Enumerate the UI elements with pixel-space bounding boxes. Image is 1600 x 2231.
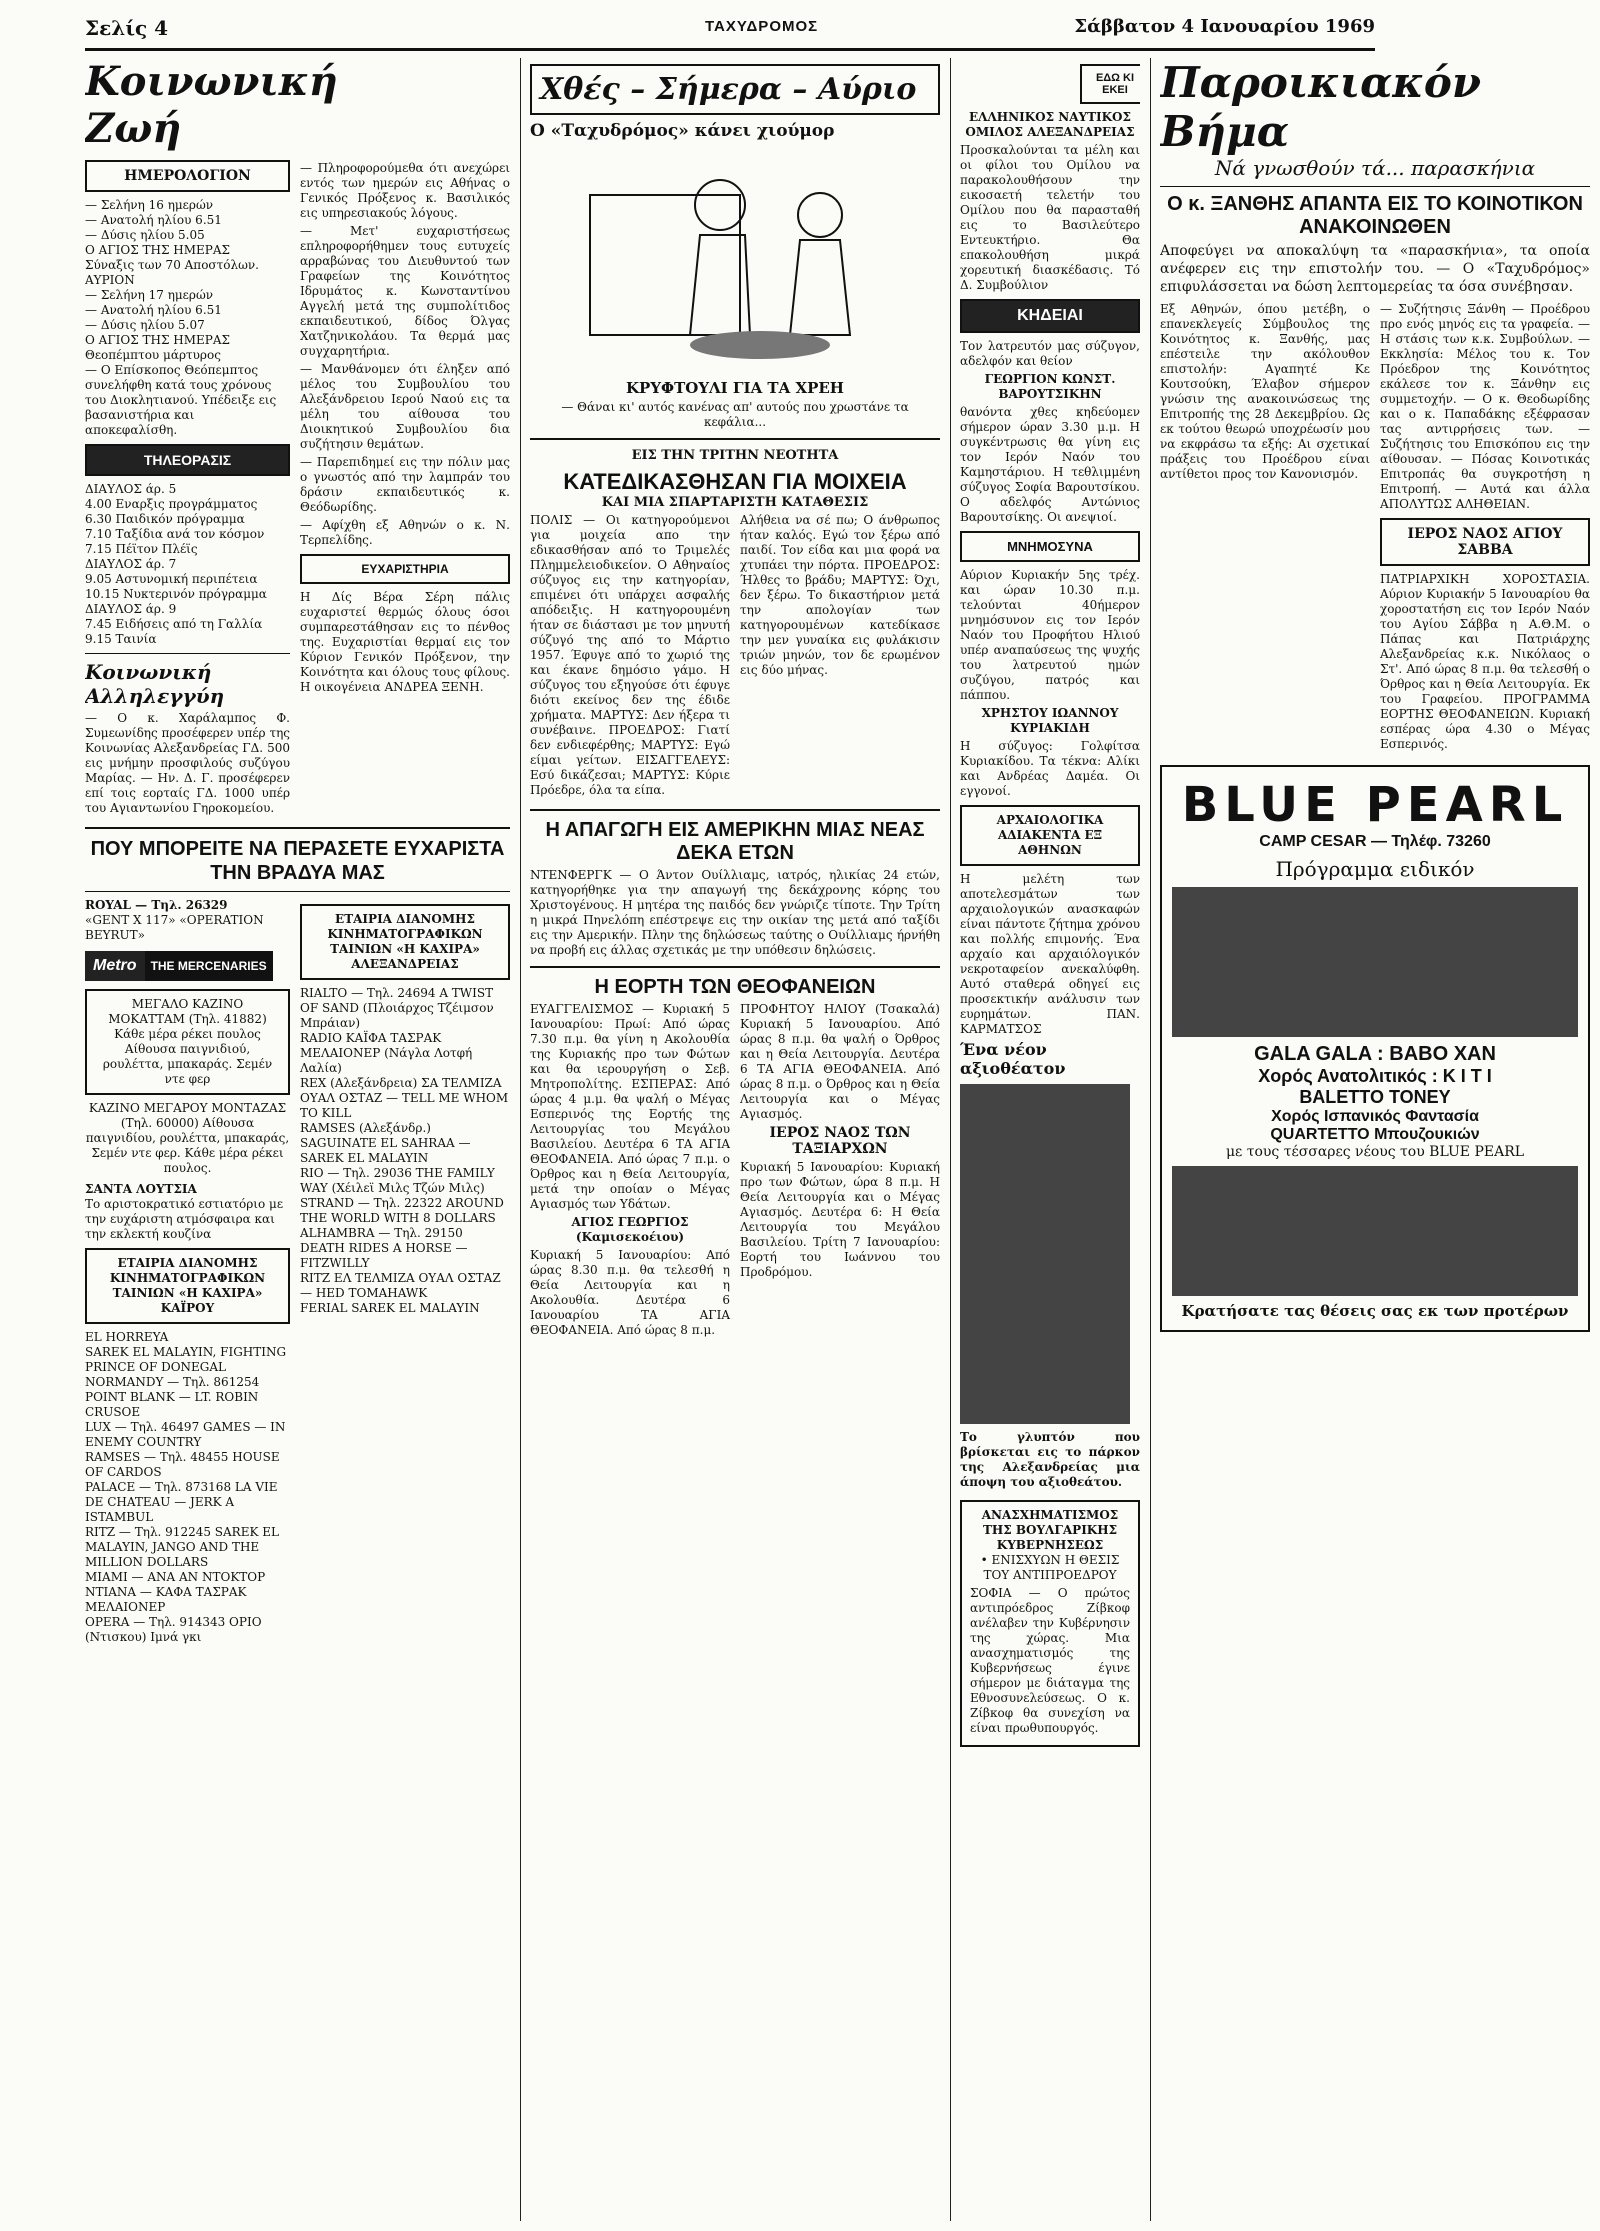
subhead-1: ΚΑΙ ΜΙΑ ΣΠΑΡΤΑΡΙΣΤΗ ΚΑΤΑΘΕΣΙΣ	[601, 495, 869, 510]
calendar-line: Σύναξις των 70 Αποστόλων.	[85, 258, 259, 272]
cinema-heading: ΠΟΥ ΜΠΟΡΕΙΤΕ ΝΑ ΠΕΡΑΣΕΤΕ ΕΥΧΑΡΙΣΤΑ ΤΗΝ ΒΡΑΔΥΑ ΜΑΣ	[90, 838, 505, 884]
cinema-listing: LUX — Τηλ. 46497 GAMES — IN ENEMY COUNTRY	[85, 1420, 286, 1449]
article-body: ΠΡΟΦΗΤΟΥ ΗΛΙΟΥ (Τσακαλά) Κυριακή 5 Ιανουαρίου. Από ώρας 8 π.μ. θα ψαλή ο Όρθρος και η Θεία Λειτουργία. Δευτέρα 6 ΤΑ ΑΓΙΑ ΘΕΟΦΑΝΕΙΑ. Από ώρας 8 π.μ. ο Όρθρος και η Θεία Λειτουργία και ο Μέγας Αγιασμός.	[740, 1002, 940, 1121]
calendar-line: Ο ΑΓΙΟΣ ΤΗΣ ΗΜΕΡΑΣ	[85, 333, 231, 347]
cartoon-illustration	[530, 145, 940, 375]
ad-logo: BLUE PEARL	[1181, 777, 1569, 833]
naval-text: Προσκαλούνται τα μέλη και οι φίλοι του Ομίλου να παρακολουθήσουν την εικοσαετή τελετήν του Ομίλου που θα παρασταθή εις το Βασιλεύτερο Εντευκτήριο. Θα επακολουθήση μικρά χορευτική διασκέδασις. Τό Δ. Συμβούλιον	[960, 143, 1140, 292]
cinema-listing: REX (Αλεξάνδρεια) ΣΑ ΤΕΛΜΙΖΑ ΟΥΑΛ ΟΣΤΑΖ — TELL ME WHOM TO KILL	[300, 1076, 509, 1120]
ad-line: QUARTETTO Μπουζουκιών	[1270, 1126, 1480, 1143]
new-sight-title: Ένα νέον αξιοθέατον	[960, 1040, 1066, 1078]
subhead-taxiarch: ΙΕΡΟΣ ΝΑΟΣ ΤΩΝ ΤΑΞΙΑΡΧΩΝ	[769, 1125, 911, 1157]
metro-logo: Metro	[85, 951, 145, 981]
section-title: Κοινωνική Ζωή	[85, 58, 338, 152]
cinema-listing: NORMANDY — Τηλ. 861254 POINT BLANK — LT. ROBIN CRUSOE	[85, 1375, 260, 1419]
royal-films: «GENT X 117» «OPERATION BEYRUT»	[85, 913, 264, 942]
blue-pearl-ad	[1160, 765, 1590, 1332]
ad-sub: CAMP CESAR — Τηλέφ. 73260	[1259, 833, 1491, 850]
ad-line: Χορός Ανατολιτικός : Κ Ι Τ Ι	[1258, 1066, 1492, 1086]
alex-list	[300, 986, 510, 1316]
social-note: — Πληροφορούμεθα ότι ανεχώρει εντός των ημερών εις Αθήνας ο Γενικός Πρόξενος κ. Βασιλικός εις υπηρεσιακούς λόγους.	[300, 161, 510, 220]
thanks-title: ΕΥΧΑΡΙΣΤΗΡΙΑ	[300, 554, 510, 584]
social-note: — Αφίχθη εξ Αθηνών ο κ. Ν. Τερπελίδης.	[300, 518, 510, 547]
cairo-list	[85, 1330, 290, 1645]
cinema-listing: SAREK EL MALAYIN, FIGHTING PRINCE OF DONEGAL	[85, 1345, 287, 1374]
headline-1: ΚΑΤΕΔΙΚΑΣΘΗΣΑΝ ΓΙΑ ΜΟΙΧΕΙΑ	[563, 469, 907, 494]
cinema-listing: FERIAL SAREK EL MALAYIN	[300, 1301, 480, 1315]
article-body: Κυριακή 5 Ιανουαρίου: Από ώρας 8.30 π.μ. θα τελεσθή η Θεία Λειτουργία και η Ακολουθία. Δευτέρα 6 Ιανουαρίου ΤΑ ΑΓΙΑ ΘΕΟΦΑΝΕΙΑ. Από ώρας 8 π.μ.	[530, 1248, 730, 1337]
cinema-listing: STRAND — Τηλ. 22322 AROUND THE WORLD WITH 8 DOLLARS	[300, 1196, 504, 1225]
subhead-georgios: ΑΓΙΟΣ ΓΕΩΡΓΙΟΣ (Καμισεκοέιου)	[571, 1215, 689, 1244]
naval-title: ΕΛΛΗΝΙΚΟΣ ΝΑΥΤΙΚΟΣ ΟΜΙΛΟΣ ΑΛΕΞΑΝΔΡΕΙΑΣ	[965, 110, 1135, 139]
tv-line: ΔΙΑΥΛΟΣ άρ. 7	[85, 557, 177, 571]
casino2-ad: ΚΑΖΙΝΟ ΜΕΓΑΡΟΥ ΜΟΝΤΑΖΑΣ (Τηλ. 60000) Αίθουσα παιγνιδίου, ρουλέττα, μπακαράς, Σεμέν ντε φερ. Κάθε μέρα ρέκει πουλος.	[85, 1101, 290, 1175]
article-body: ΕΥΑΓΓΕΛΙΣΜΟΣ — Κυριακή 5 Ιανουαρίου: Πρωί: Από ώρας 7.30 π.μ. θα γίνη η Ακολουθία της Κυριακής προ των Φώτων και θα ιερουργήση ο Σεβ. Μητροπολίτης. ΕΣΠΕΡΑΣ: Από ώρας 4 μ.μ. θα ψαλή ο Μέγας Εσπερινός της Εορτής της Λειτουργίας του Μεγάλου Βασιλείου. Δευτέρα 6 ΤΑ ΑΓΙΑ ΘΕΟΦΑΝΕΙΑ. Από ώρας 7 π.μ. ο Όρθρος και η Θεία Λειτουργία, μετά την οποίαν ο Μέγας Αγιασμός των Υδάτων.	[530, 1002, 730, 1211]
statue-photo	[960, 1084, 1130, 1424]
article-body: Αλήθεια να σέ πω; Ο άνθρωπος ήταν καλός. Εγώ τον ξέρω από παιδί. Τον είδα και μια φορά να χτυπάει την πόρτα. ΠΡΟΕΔΡΟΣ: Ήλθες το βράδυ; ΜΑΡΤΥΣ: Όχι, δεν ξέρω. Το δικαστήριον μετά την απολογίαν των κατηγορουμένων κατεδίκασε την μεν γυναίκα εις φυλάκισιν τριών μηνών, τον δε ερωμένον εις δύο μήνας.	[740, 513, 940, 677]
bulgaria-sub: • ΕΝΙΣΧΥΩΝ Η ΘΕΣΙΣ ΤΟΥ ΑΝΤΙΠΡΟΕΔΡΟΥ	[980, 1553, 1120, 1582]
cinema-listing: EL HORREYA	[85, 1330, 169, 1344]
death-intro: Τον λατρευτόν μας σύζυγον, αδελφόν και θείον	[960, 339, 1140, 368]
article-body: ΠΟΛΙΣ — Οι κατηγορούμενοι για μοιχεία απο την εδικασθήσαν από το Τριμελές Πλημμελειοδικείον. Ο Αθηναίος σύζυγος εις την κατηγορίαν, επιμένει ότι υπάρχει ασφαλής απόδειξις. Η κατηγορουμένη ήταν σε διάστασι με τον μηνυτή σύζυγό της από το Μάρτιο 1957. Έφυγε από το χωριό της και έκανε δημόσιο γάμο. Η σύζυγος του εξηγούσε ότι έφυγε διότι εκείνος δεν της έδιδε χρήματα. ΜΑΡΤΥΣ: Δεν ήξερα τι συνέβαινε. ΠΡΟΕΔΡΟΣ: Γιατί δεν ενδιεφέρθης; ΜΑΡΤΥΣ: Εγώ είμαι γείτων. ΕΙΣΑΓΓΕΛΕΥΣ: Εσύ δικάζεσαι; ΜΑΡΤΥΣ: Κύριε Πρόεδρε, όλα τα είπα.	[530, 513, 730, 797]
column-notices	[960, 58, 1140, 2221]
memorial-title: ΜΝΗΜΟΣΥΝΑ	[960, 531, 1140, 562]
cartoon-title: Ο «Ταχυδρόμος» κάνει χιούμορ	[530, 121, 835, 141]
community-body: — Συζήτησις Ξάνθη — Προέδρου προ ενός μηνός εις τα γραφεία. — Η στάσις των κ.κ. Συμβούλων. — Εκκλησία: Μέλος του κ. Τον Πρόεδρον της Κοινότητος εκάλεσε τον κ. Ξάνθην εις συμμετοχήν. — Ο κ. Θεοδωρίδης και ο κ. Παπαδάκης εξέφρασαν τας αντιρρήσεις των. — Συζήτησις του Επισκόπου εις την αίθουσαν. — Πόσας Κοινοτικάς Επιτροπάς θα συγκροτήση η Επιτροπή. — Αυτά και άλλα ΑΠΟΛΥΤΩΣ ΑΛΗΘΕΙΑΝ.	[1380, 302, 1590, 511]
memorial-tail: Η σύζυγος: Γολφίτσα Κυριακίδου. Τα τέκνα: Αλίκι και Ανδρέας Δαμέα. Οι εγγονοί.	[960, 739, 1140, 798]
thanks-text: Η Δίς Βέρα Σέρη πάλις ευχαριστεί θερμώς όλους όσοι συμπαρεστάθησαν εις το πένθος της. Ευχαριστίαι θερμαί εις τον Κύριον Γενικόν Πρόξενον, την Κοινότητα και όλους τους φίλους. Η οικογένεια ΑΝΔΡΕΑ ΞΕΝΗ.	[300, 590, 510, 694]
column-social	[85, 58, 510, 2221]
headline-community: Ο κ. ΞΑΝΘΗΣ ΑΠΑΝΤΑ ΕΙΣ ΤΟ ΚΟΙΝΟΤΙΚΟΝ ΑΝΑΚΟΙΝΩΘΕΝ	[1167, 193, 1583, 238]
tv-line: 7.45 Ειδήσεις από τη Γαλλία	[85, 617, 263, 631]
tv-line: 9.15 Ταινία	[85, 632, 157, 646]
cinema-listing: RAMSES (Αλεξάνδρ.) SAGUINATE EL SAHRAA — SAREK EL MALAYIN	[300, 1121, 471, 1165]
tv-line: 6.30 Παιδικόν πρόγραμμα	[85, 512, 245, 526]
calendar-line: — Σελήνη 17 ημερών	[85, 288, 214, 302]
memorial-name: ΧΡΗΣΤΟΥ ΙΩΑΝΝΟΥ ΚΥΡΙΑΚΙΔΗ	[981, 706, 1119, 735]
cinema-listing: OPERA — Τηλ. 914343 ΟΡΙΟ (Ντισκου) Ιμνά γκι	[85, 1615, 262, 1644]
calendar-line: — Σελήνη 16 ημερών	[85, 198, 214, 212]
tv-list	[85, 482, 290, 647]
tv-title: ΤΗΛΕΟΡΑΣΙΣ	[85, 444, 290, 476]
cartoon-caption: ΚΡΥΦΤΟΥΛΙ ΓΙΑ ΤΑ ΧΡΕΗ	[626, 379, 844, 397]
solidarity-title: Κοινωνική Αλληλεγγύη	[85, 660, 225, 708]
article-kicker: ΕΙΣ ΤΗΝ ΤΡΙΤΗΝ ΝΕΟΤΗΤΑ	[631, 448, 839, 463]
calendar-line: Θεοπέμπτου μάρτυρος	[85, 348, 221, 362]
cinema-listing: RITZ ΕΛ ΤΕΛΜΙΖΑ ΟΥΑΛ ΟΣΤΑΖ — HED TOMAHAWK	[300, 1271, 501, 1300]
community-body: Εξ Αθηνών, όπου μετέβη, ο επανεκλεγείς Σύμβουλος της Κοινότητος κ. Ξανθής, μας επέστειλε την ακόλουθον επιστολήν: Αγαπητέ Κε Κουτσούκη, Έλαβον σήμερον γνώσιν της ανακοινώσεως της Επιτροπής της 28 Δεκεμβρίου. Ως εκ τούτου θεωρώ υποχρέωσίν μου να εκφράσω τα εξής: Αι σχετικαί πράξεις του Προέδρου είναι αντίθετοι προς τον Κανονισμόν.	[1160, 302, 1370, 481]
page-number: Σελίς 4	[85, 16, 169, 40]
section-sub: Νά γνωσθούν τά... παρασκήνια	[1214, 156, 1536, 180]
stamp: ΕΔΩ ΚΙ ΕΚΕΙ	[1080, 64, 1140, 104]
ad-line: BALETTO TONEY	[1299, 1087, 1451, 1107]
tv-line: 10.15 Νυκτερινόν πρόγραμμα	[85, 587, 267, 601]
paper-name: ΤΑΧΥΔΡΟΜΟΣ	[705, 18, 819, 35]
column-header: Χθές – Σήμερα – Αύριο	[530, 64, 940, 115]
headline-3: Η ΕΟΡΤΗ ΤΩΝ ΘΕΟΦΑΝΕΙΩΝ	[594, 976, 876, 998]
calendar-line: — Ανατολή ηλίου 6.51	[85, 303, 222, 317]
tv-line: 4.00 Εναρξις προγράμματος	[85, 497, 258, 511]
headline-2: Η ΑΠΑΓΩΓΗ ΕΙΣ ΑΜΕΡΙΚΗΝ ΜΙΑΣ ΝΕΑΣ ΔΕΚΑ ΕΤΩΝ	[545, 819, 925, 864]
article-body: Κυριακή 5 Ιανουαρίου: Κυριακή προ των Φώτων, ώρα 8 π.μ. Η Θεία Λειτουργία και ο Μέγας Αγιασμός. Δευτέρα 6: Η Θεία Λειτουργία του Μεγάλου Βασιλείου. Τρίτη 7 Ιανουαρίου: Εορτή του Ιωάννου του Προδρόμου.	[740, 1160, 940, 1279]
issue-date: Σάββατον 4 Ιανουαρίου 1969	[1074, 16, 1375, 37]
death-name: ΓΕΩΡΓΙΟΝ ΚΩΝΣΤ. ΒΑΡΟΥΤΣΙΚΗΝ	[984, 372, 1116, 401]
arch-text: Η μελέτη των αποτελεσμάτων των αρχαιολογικών ανασκαφών είναι πάντοτε ζήτημα χρόνου και πολλής επιμονής. Ένα αρχαίο και αρχαιόλογικόν νεκροταφείον ανεκαλύφθη. Αυτό σταθερά οδηγεί εις προσεκτικήν ανάλυσιν των ευρημάτων. ΠΑΝ. ΚΑΡΜΑΤΣΟΣ	[960, 872, 1140, 1036]
social-note: — Παρεπιδημεί εις την πόλιν μας ο γνωστός από την λαμπράν του δράσιν εκπαιδευτικός κ. Θεόδωρίδης.	[300, 455, 510, 514]
bulgaria-kicker: ΑΝΑΣΧΗΜΑΤΙΣΜΟΣ ΤΗΣ ΒΟΥΛΓΑΡΙΚΗΣ ΚΥΒΕΡΝΗΣΕΩΣ	[981, 1508, 1119, 1552]
ad-photo-band	[1172, 1166, 1578, 1296]
ad-line: με τους τέσσαρες νέους του BLUE PEARL	[1225, 1144, 1525, 1160]
social-note: — Μετ' ευχαριστήσεως επληροφορήθημεν τους ευτυχείς αρραβώνας του Διευθυντού των Γραφείων της Κοινότητος Ιδρυμάτος κ. Κωνσταντίνου Αγγελή μετά της συμπολίτιδος εκπαιδευτικού, δίδος Όλγας Χατζηνικολάου. Τα θερμά μας συγχαρητήρια.	[300, 224, 510, 358]
memorial-text: Αύριον Κυριακήν 5ης τρέχ. και ώραν 10.30 π.μ. τελούνται 40ήμερον μνημόσυνον εις τον Ιερόν Ναόν του Προφήτου Ηλιού υπέρ αναπαύσεως της ψυχής του λατρευτού ημών συζύγου, πατρός και πάππου.	[960, 568, 1140, 702]
section-title: Παροικιακόν Βήμα	[1160, 58, 1482, 156]
cinema-listing: RIO — Τηλ. 29036 THE FAMILY WAY (Χέιλεϊ Μιλς Τζών Μιλς)	[300, 1166, 495, 1195]
calendar-line: — Δύσις ηλίου 5.05	[85, 228, 205, 242]
calendar-list	[85, 198, 290, 438]
ad-reserve: Κρατήσατε τας θέσεις σας εκ των προτέρων	[1181, 1302, 1569, 1320]
royal-cinema: ROYAL — Τηλ. 26329	[85, 898, 228, 912]
cinema-listing: RAMSES — Τηλ. 48455 HOUSE OF CARDOS	[85, 1450, 280, 1479]
ad-line: GALA GALA : BABO XAN	[1254, 1043, 1496, 1065]
tv-line: 9.05 Αστυνομική περιπέτεια	[85, 572, 258, 586]
cinema-listing: ALHAMBRA — Τηλ. 29150 DEATH RIDES A HORSE — FITZWILLY	[300, 1226, 468, 1270]
social-note: — Μανθάνομεν ότι έληξεν από μέλος του Συμβουλίου του Αλεξάνδρειου Ιερού Ναού εις τα μέλη του αίθουσα του Διοικητικού Συμβουλίου δια συζήτησιν θεμάτων.	[300, 362, 510, 451]
tv-line: ΔΙΑΥΛΟΣ άρ. 5	[85, 482, 177, 496]
column-rule	[520, 58, 521, 2221]
casino-ad: ΜΕΓΑΛΟ ΚΑΖΙΝΟ ΜΟΚΑΤΤΑΜ (Τηλ. 41882) Κάθε μέρα ρέκει πουλος Αίθουσα παιγνιδιού, ρουλέττα, μπακαράς. Σεμέν ντε φερ	[85, 989, 290, 1095]
bulgaria-text: ΣΟΦΙΑ — Ο πρώτος αντιπρόεδρος Ζίβκοφ ανέλαβεν την Κυβέρνησιν της χώρας. Μια ανασχηματισμός της Κυβερνήσεως έγινε σήμερον με διάταγμα της Εθνοσυνελεύσεως. Ο κ. Ζίβκοφ θα συνεχίση να είναι πρωθυπουργός.	[970, 1586, 1130, 1735]
calendar-title: ΗΜΕΡΟΛΟΓΙΟΝ	[85, 160, 290, 192]
masthead	[85, 10, 1375, 51]
santa-text: Το αριστοκρατικό εστιατόριο με την ευχάριστη ατμόσφαιρα και την εκλεκτή κουζίνα	[85, 1197, 284, 1241]
church-text: ΠΑΤΡΙΑΡΧΙΚΗ ΧΟΡΟΣΤΑΣΙΑ. Αύριον Κυριακήν 5 Ιανουαρίου θα χοροστατήση εις τον Ιερόν Ναόν του Αγίου Σάββα η Α.Θ.Μ. ο Πάπας και Πατριάρχης Αλεξανδρείας κ.κ. Νικόλαος ο Στ'. Από ώρας 8 π.μ. θα τελεσθή ο Όρθρος και η Θεία Λειτουργία. Εκ του Γραφείου. ΠΡΟΓΡΑΜΜΑ ΕΟΡΤΗΣ ΘΕΟΦΑΝΕΙΩΝ. Κυριακή εσπέρας ώρα 4.30 ο Μέγας Εσπερινός.	[1380, 572, 1590, 751]
calendar-line: — Ο Επίσκοπος Θεόπεμπτος συνελήφθη κατά τους χρόνους του Διοκλητιανού. Υπέδειξε εις βασανιστήρια και αποκεφαλίσθη.	[85, 363, 277, 437]
column-rule	[1150, 58, 1151, 2221]
deaths-title: ΚΗΔΕΙΑΙ	[960, 299, 1140, 333]
santa-lucia: ΣΑΝΤΑ ΛΟΥΤΣΙΑ	[85, 1182, 197, 1196]
dist-alex: ΕΤΑΙΡΙΑ ΔΙΑΝΟΜΗΣ ΚΙΝΗΜΑΤΟΓΡΑΦΙΚΩΝ ΤΑΙΝΙΩΝ «Η ΚΑΧΙΡΑ» ΑΛΕΞΑΝΔΡΕΙΑΣ	[300, 904, 510, 980]
column-community	[1160, 58, 1590, 2221]
calendar-line: — Ανατολή ηλίου 6.51	[85, 213, 222, 227]
cinema-listing: MIAMI — ΑΝΑ ΑΝ ΝΤΟΚΤΟΡ	[85, 1570, 266, 1584]
metro-film: THE MERCENARIES	[145, 951, 273, 981]
death-text: θανόντα χθες κηδεύομεν σήμερον ώραν 3.30 μ.μ. Η συγκέντρωσις θα γίνη εις τον Ιερόν Ναόν του Καμηστάριου. Η τεθλιμμένη σύζυγος Σοφία Βαρουτσίκου. Ο αδελφός Αντώνιος Βαρουτσίκης. Οι ανεψιοί.	[960, 405, 1140, 524]
tv-line: 7.15 Πέϊτον Πλέϊς	[85, 542, 198, 556]
article-body: ΝΤΕΝΦΕΡΓΚ — Ο Άντον Ουίλλιαμς, ιατρός, ηλικίας 24 ετών, κατηγορήθηκε για την απαγωγή της δεκάχρονης κόρης του Χριστογένους. Η μητέρα της παιδός δεν γνώριζε τίποτε. Την Τρίτη η μικρά Πηνελόπη επέστρεψε εις την οικίαν της μετά από ταξίδι εις την Αμερικήν. Πλην της δηλώσεως ταύτης ο Ουίλλιαμς ήρνήθη να προβή εις άλλας σχετικάς με την υπόθεσιν δηλώσεις.	[530, 868, 940, 957]
tv-line: ΔΙΑΥΛΟΣ άρ. 9	[85, 602, 177, 616]
ad-program: Πρόγραμμα ειδικόν	[1275, 857, 1475, 881]
photo-caption: Το γλυπτόν που βρίσκεται εις το πάρκον της Αλεξανδρείας μια άποψη του αξιοθεάτου.	[960, 1430, 1140, 1489]
tv-line: 7.10 Ταξίδια ανά τον κόσμον	[85, 527, 265, 541]
cinema-listing: PALACE — Τηλ. 873168 LA VIE DE CHATEAU — JERK A ISTAMBUL	[85, 1480, 278, 1524]
solidarity-text: — Ο κ. Χαράλαμπος Φ. Συμεωνίδης προσέφερεν υπέρ της Κοινωνίας Αλεξανδρείας ΓΔ. 500 εις μνήμην προσφιλούς συζύγου Μαρίας. — Ην. Δ. Γ. προσέφερεν επί τοις εορταίς ΓΔ. 1000 υπέρ του Αγιαντωνίου Γηροκομείου.	[85, 711, 290, 815]
ad-photo	[1172, 887, 1578, 1037]
column-rule	[950, 58, 951, 2221]
cartoon-sub: — Θάναι κι' αυτός κανένας απ' αυτούς που χρωστάνε τα κεφάλια...	[561, 400, 909, 429]
ad-line: Χορός Ισπανικός Φαντασία	[1271, 1108, 1479, 1125]
cinema-listing: RADIO ΚΑΪΦΑ ΤΑΣΡΑΚ ΜΕΛΑΙΟΝΕΡ (Νάγλα Λοτφή Λαλία)	[300, 1031, 473, 1075]
cinema-listing: RITZ — Τηλ. 912245 SAREK EL MALAYIN, JANGO AND THE MILLION DOLLARS	[85, 1525, 279, 1569]
calendar-line: ΑΥΡΙΟΝ	[85, 273, 135, 287]
column-news	[530, 58, 940, 2221]
cinema-listing: NTIANA — ΚΑΦΑ ΤΑΣΡΑΚ ΜΕΛΑΙΟΝΕΡ	[85, 1585, 247, 1614]
calendar-line: — Δύσις ηλίου 5.07	[85, 318, 205, 332]
cinema-listing: RIALTO — Τηλ. 24694 A TWIST OF SAND (Πλοιάρχος Τζέιμσον Μπράιαν)	[300, 986, 494, 1030]
dist-cairo: ΕΤΑΙΡΙΑ ΔΙΑΝΟΜΗΣ ΚΙΝΗΜΑΤΟΓΡΑΦΙΚΩΝ ΤΑΙΝΙΩΝ «Η ΚΑΧΙΡΑ» ΚΑΪΡΟΥ	[85, 1248, 290, 1324]
arch-title: ΑΡΧΑΙΟΛΟΓΙΚΑ ΑΔΙΑΚΕΝΤΑ ΕΞ ΑΘΗΝΩΝ	[960, 805, 1140, 866]
calendar-line: Ο ΑΓΙΟΣ ΤΗΣ ΗΜΕΡΑΣ	[85, 243, 231, 257]
community-lead: Αποφεύγει να αποκαλύψη τα «παρασκήνια», τα οποία ανέφερεν εις την επιστολήν του. — Ο «Ταχυδρόμος» επιφυλάσσεται να δώση λεπτομερείας τα όσα συνέβησαν.	[1160, 243, 1590, 295]
church-title: ΙΕΡΟΣ ΝΑΟΣ ΑΓΙΟΥ ΣΑΒΒΑ	[1380, 518, 1590, 566]
